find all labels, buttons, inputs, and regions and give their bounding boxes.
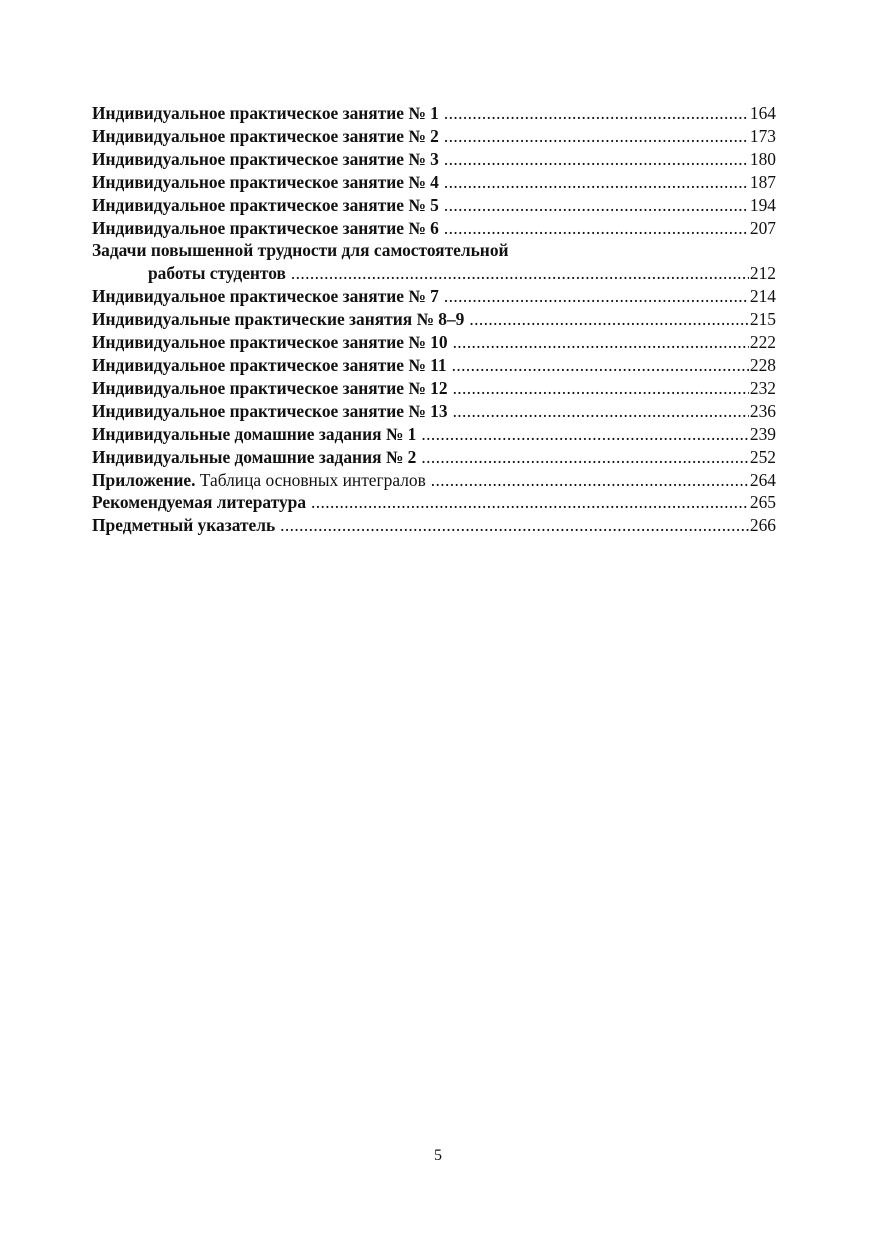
toc-entry-practice-4 [92,171,776,194]
toc-entry-page: 228 [749,354,776,375]
toc-entry-title: Индивидуальное практическое занятие № 4 [92,171,439,192]
toc-entry-title-bold: Приложение. [92,469,196,490]
toc-dot-leader [453,377,749,400]
toc-entry-page: 164 [749,103,776,123]
toc-dot-leader [453,331,749,354]
toc-entry-advanced-problems-line1 [92,239,776,262]
toc-entry-title: Рекомендуемая литература [92,492,307,513]
page-number: 5 [434,1147,442,1164]
toc-dot-leader [444,217,749,240]
toc-entry-title: Индивидуальное практическое занятие № 11 [92,354,447,375]
toc-entry-practice-1 [92,102,776,125]
toc-entry-homework-2 [92,446,776,469]
toc-entry-title: Индивидуальное практическое занятие № 2 [92,125,439,146]
toc-entry-practice-10 [92,331,776,354]
toc-entry-title: Индивидуальное практическое занятие № 7 [92,286,439,307]
toc-entry-page: 265 [749,492,776,513]
toc-entry-title: Индивидуальное практическое занятие № 5 [92,194,439,215]
toc-entry-page: 215 [749,309,776,330]
toc-entry-advanced-problems-line2 [92,262,776,285]
toc-entry-title: Индивидуальное практическое занятие № 6 [92,217,439,238]
toc-entry-page: 187 [749,171,776,192]
toc-entry-practice-3 [92,148,776,171]
toc-entry-title: Индивидуальное практическое занятие № 12 [92,377,448,398]
toc-dot-leader [421,423,749,446]
toc-entry-page: 252 [749,446,776,467]
toc-entry-page: 207 [749,217,776,238]
toc-entry-page: 194 [749,194,776,215]
toc-entry-title: Индивидуальные домашние задания № 2 [92,446,417,467]
toc-entry-practice-2 [92,125,776,148]
toc-entry-title-continued: работы студентов [148,263,286,284]
toc-entry-practice-6 [92,217,776,240]
toc-entry-page: 236 [749,400,776,421]
toc-entry-practice-13 [92,400,776,423]
toc-entry-practice-12 [92,377,776,400]
toc-entry-homework-1 [92,423,776,446]
toc-entry-page: 173 [749,125,776,146]
table-of-contents [92,102,776,537]
toc-dot-leader [469,308,749,331]
toc-dot-leader [444,148,749,171]
toc-dot-leader [444,171,749,194]
toc-entry-subject-index [92,514,776,537]
toc-entry-references [92,491,776,514]
toc-entry-page: 222 [749,332,776,353]
toc-dot-leader [291,262,749,285]
toc-entry-title: Индивидуальное практическое занятие № 13 [92,400,448,421]
toc-dot-leader [452,354,749,377]
toc-dot-leader [453,400,749,423]
toc-dot-leader [421,446,749,469]
toc-entry-page: 239 [749,423,776,444]
toc-entry-practice-5 [92,194,776,217]
toc-entry-title: Индивидуальные домашние задания № 1 [92,423,417,444]
toc-dot-leader [444,194,749,217]
toc-entry-page: 266 [749,515,776,536]
toc-entry-page: 212 [749,263,776,284]
toc-dot-leader [444,285,749,308]
toc-entry-page: 180 [749,148,776,169]
toc-entry-title: Индивидуальные практические занятия № 8–9 [92,309,465,330]
toc-dot-leader [280,514,749,537]
toc-entry-title: Индивидуальное практическое занятие № 1 [92,103,439,123]
toc-dot-leader [431,469,749,492]
toc-entry-title: Индивидуальное практическое занятие № 10 [92,332,448,353]
toc-entry-title: Предметный указатель [92,515,276,536]
toc-dot-leader [444,102,749,125]
toc-entry-page: 232 [749,377,776,398]
toc-entry-page: 214 [749,286,776,307]
toc-entry-title: Индивидуальное практическое занятие № 3 [92,148,439,169]
toc-dot-leader [311,491,749,514]
toc-entry-title-normal: Таблица основных интегралов [195,469,426,490]
toc-entry-practice-11 [92,354,776,377]
toc-entry-page: 264 [749,469,776,490]
toc-entry-practice-7 [92,285,776,308]
toc-entry-appendix [92,469,776,492]
toc-entry-title: Задачи повышенной трудности для самостоятельной [92,240,509,261]
toc-entry-practice-8-9 [92,308,776,331]
toc-dot-leader [444,125,749,148]
